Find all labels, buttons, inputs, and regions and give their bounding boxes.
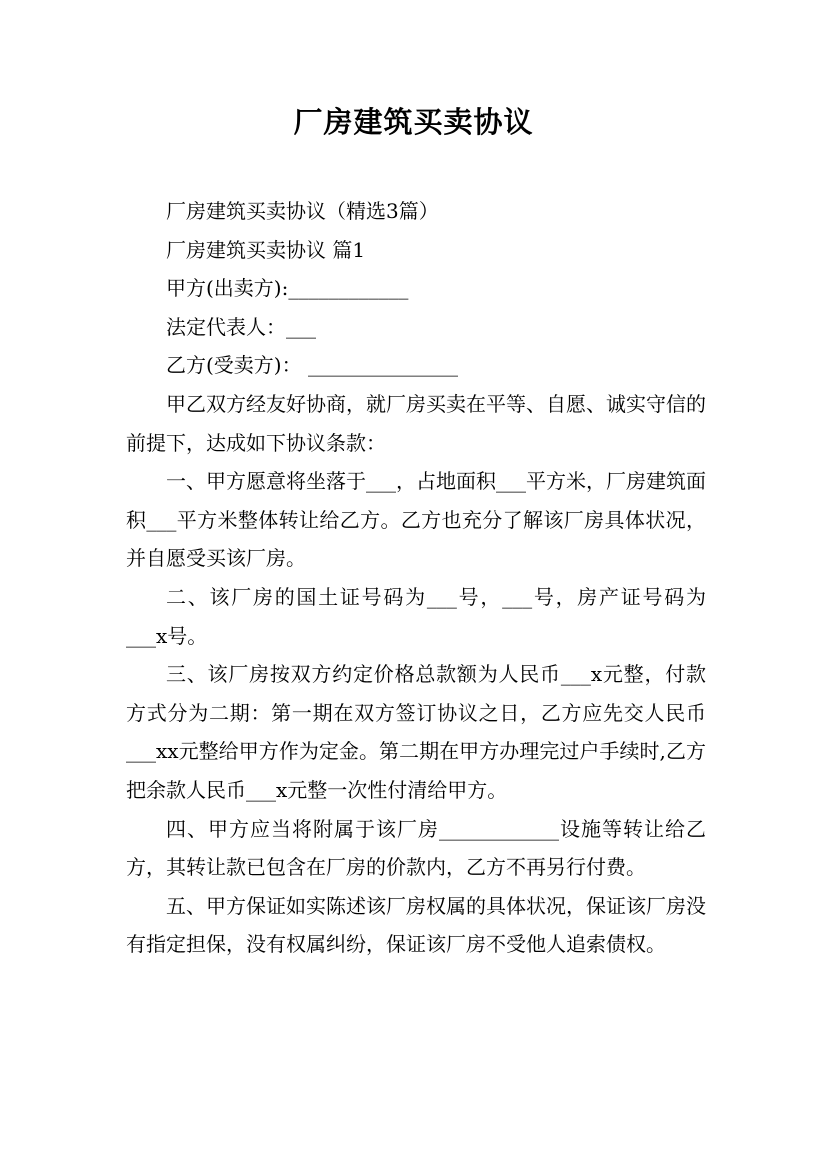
section-heading: 厂房建筑买卖协议 篇1 xyxy=(166,237,366,262)
party-b-line: 乙方(受卖方)： _______________ xyxy=(166,353,458,378)
document-body xyxy=(126,192,706,964)
clause-2: 二、该厂房的国土证号码为___号，___号，房产证号码为___x号。 xyxy=(126,584,706,648)
document-title: 厂房建筑买卖协议 xyxy=(293,105,534,139)
party-a-line: 甲方(出卖方):____________ xyxy=(166,276,409,301)
clause-1: 一、甲方愿意将坐落于___，占地面积___平方米，厂房建筑面积___平方米整体转让给乙方。乙方也充分了解该厂房具体状况，并自愿受买该厂房。 xyxy=(126,469,706,571)
subtitle-paragraph: 厂房建筑买卖协议（精选3篇） xyxy=(166,199,439,223)
legal-representative-line: 法定代表人：___ xyxy=(166,314,316,339)
clause-4: 四、甲方应当将附属于该厂房____________设施等转让给乙方，其转让款已包含在厂房的价款内，乙方不再另行付费。 xyxy=(126,816,706,880)
preamble-paragraph: 甲乙双方经友好协商，就厂房买卖在平等、自愿、诚实守信的前提下，达成如下协议条款： xyxy=(126,391,706,455)
clause-3: 三、该厂房按双方约定价格总款额为人民币___x元整，付款方式分为二期：第一期在双方签订协议之日，乙方应先交人民币___xx元整给甲方作为定金。第二期在甲方办理完过户手续时,乙方把余款人民币___x元整一次性付清给甲方。 xyxy=(126,662,706,802)
clause-5: 五、甲方保证如实陈述该厂房权属的具体状况，保证该厂房没有指定担保，没有权属纠纷，保证该厂房不受他人追索债权。 xyxy=(126,893,706,957)
